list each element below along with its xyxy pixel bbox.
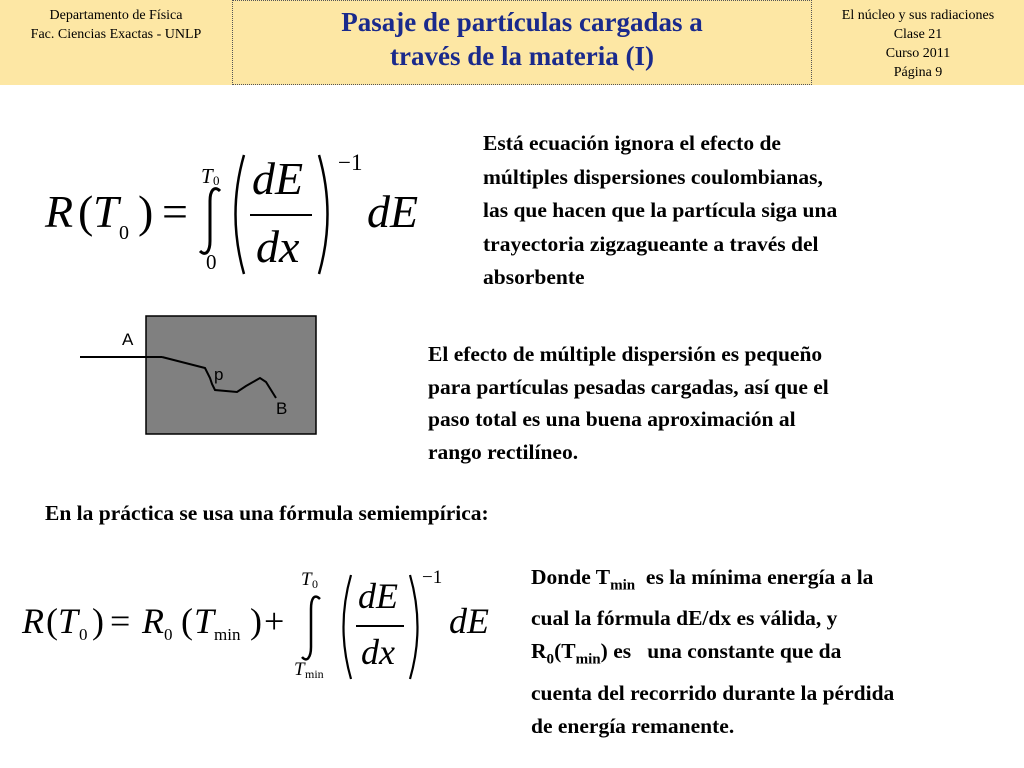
header-right [812, 0, 1024, 85]
text-block-2 [428, 338, 1008, 468]
text1-line: absorbente [483, 265, 585, 289]
eq2-R0-sub: 0 [164, 625, 173, 644]
faculty-name: Fac. Ciencias Exactas - UNLP [30, 27, 202, 42]
eq1-denominator: dx [256, 221, 300, 272]
course-name: El núcleo y sus radiaciones [841, 8, 995, 23]
eq2-T-sub: 0 [79, 625, 88, 644]
eq2-close: ) [92, 601, 104, 641]
eq1-fraction-bar [250, 214, 312, 216]
integral-sign-icon [298, 593, 328, 663]
absorber-box [146, 316, 316, 434]
eq1-open: ( [78, 186, 94, 237]
text2-line: para partículas pesadas cargadas, así que el [428, 374, 829, 399]
eq1-exponent: −1 [338, 150, 363, 175]
eq2-upper-T: T [301, 569, 312, 590]
eq2-numerator: dE [358, 576, 398, 616]
text2-line: paso total es una buena aproximación al [428, 407, 796, 431]
eq1-equals: = [162, 186, 188, 237]
text4-line-3: $R_0(T_{min})$ es una constante que da [531, 639, 842, 668]
eq2-tail: dE [449, 601, 489, 641]
eq1-T: T [93, 186, 119, 237]
eq2-lower-T: T [294, 659, 305, 680]
eq2-upper-sub: 0 [312, 577, 318, 591]
eq1-lower: 0 [206, 250, 217, 274]
eq2-T: T [58, 601, 79, 641]
page-number: Página 9 [893, 65, 943, 80]
eq2-lower-sub: min [305, 667, 324, 681]
eq1-close: ) [138, 186, 154, 237]
label-a: A [122, 330, 134, 349]
range-equation-2 [0, 555, 510, 695]
text-block-4 [531, 561, 1021, 743]
course-year: Curso 2011 [885, 46, 951, 61]
eq2-plus: + [264, 601, 285, 641]
text-block-1 [483, 127, 1003, 295]
eq1-upper-T: T [201, 164, 213, 188]
semiempirical-intro: En la práctica se usa una fórmula semiempírica: [45, 501, 489, 525]
slide-title [232, 0, 812, 85]
eq2-Tmin-sub: min [214, 625, 241, 644]
eq2-equals: = [110, 601, 131, 641]
text1-line: trayectoria zigzagueante a través del [483, 231, 819, 256]
class-number: Clase 21 [893, 27, 943, 42]
eq2-denominator: dx [361, 632, 395, 672]
label-p: p [214, 365, 224, 384]
eq2-R: R [22, 601, 44, 641]
text1-line: múltiples dispersiones coulombianas, [483, 164, 823, 189]
text1-line: las que hacen que la partícula siga una [483, 198, 838, 222]
label-b: B [276, 399, 288, 418]
left-paren-icon [333, 572, 355, 682]
text4-line-1: Donde $T_{min}$ es la mínima energía a la [531, 565, 874, 594]
header-left [0, 0, 232, 85]
title-line-1: Pasaje de partículas cargadas a [341, 7, 703, 37]
scattering-figure [60, 310, 330, 440]
text4-line-4: cuenta del recorrido durante la pérdida [531, 680, 895, 705]
text2-line: El efecto de múltiple dispersión es pequeño [428, 342, 823, 366]
right-paren-icon [315, 152, 339, 277]
text2-line: rango rectilíneo. [428, 439, 579, 464]
range-equation-1 [0, 140, 460, 290]
eq1-tail: dE [367, 186, 419, 237]
eq2-R0: R [142, 601, 164, 641]
eq1-numerator: dE [252, 153, 304, 204]
text4-line-5: de energía remanente. [531, 713, 735, 738]
eq2-Tmin: T [194, 601, 215, 641]
text4-line-2: cual la fórmula dE/dx es válida, y [531, 606, 838, 631]
title-line-2: través de la materia (I) [390, 41, 654, 71]
text1-line: Está ecuación ignora el efecto de [483, 131, 781, 155]
eq2-exponent: −1 [422, 567, 443, 588]
eq2-close2: ) [250, 601, 262, 641]
eq2-open2: ( [181, 601, 193, 641]
eq1-upper-sub: 0 [213, 173, 220, 188]
department-name: Departamento de Física [49, 8, 183, 23]
left-paren-icon [224, 152, 248, 277]
eq1-R: R [45, 186, 74, 237]
eq2-fraction-bar [356, 625, 404, 627]
absorber-diagram [60, 310, 330, 440]
eq1-sub0: 0 [119, 222, 129, 244]
eq2-open: ( [46, 601, 58, 641]
